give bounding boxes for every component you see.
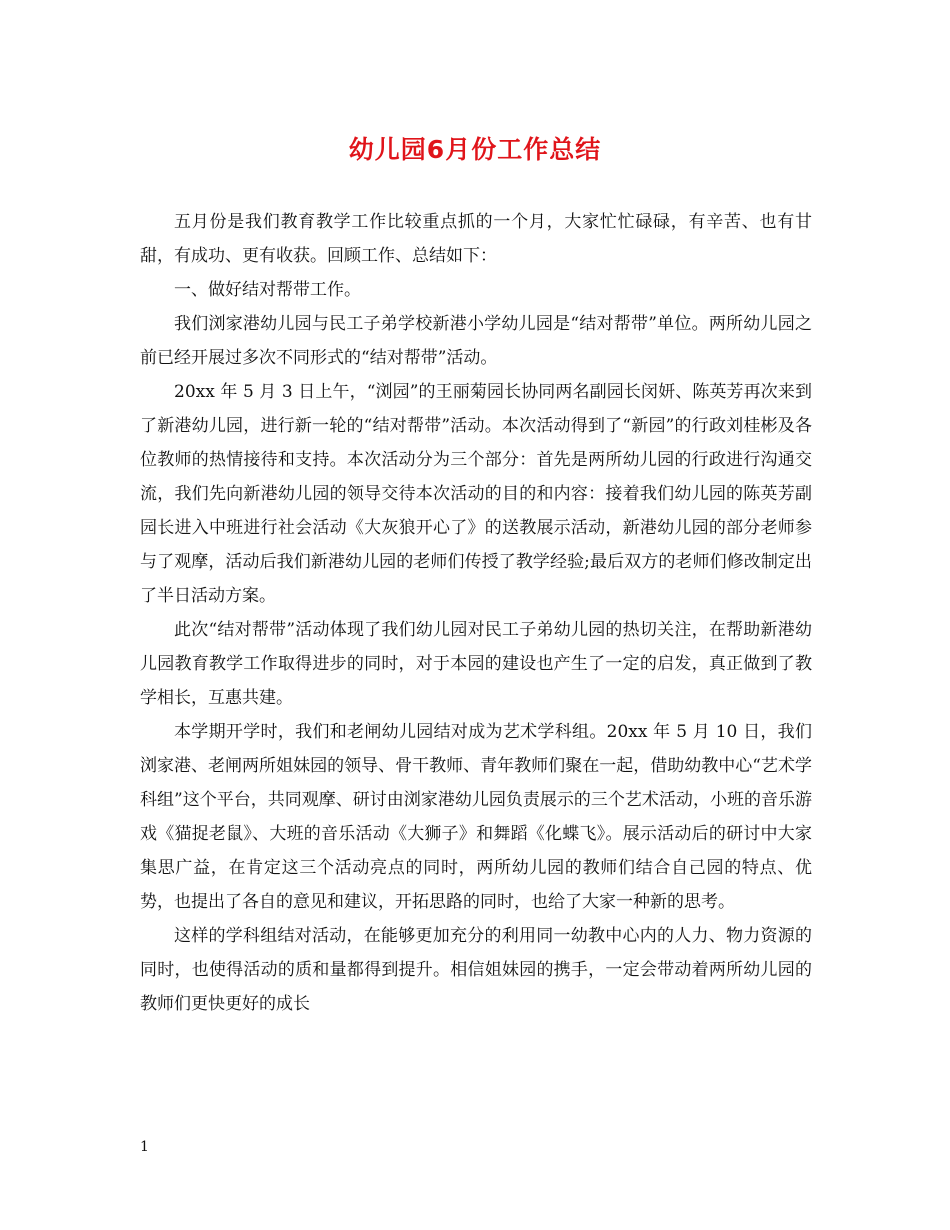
paragraph-art-group: 本学期开学时，我们和老闸幼儿园结对成为艺术学科组。20xx 年 5 月 10 日，我们浏家港、老闸两所姐妹园的领导、骨干教师、青年教师们聚在一起，借助幼教中心“艺术学科组”这个平台，共同观摩、研讨由浏家港幼儿园负责展示的三个艺术活动，小班的音乐游戏《猫捉老鼠》、大班的音乐活动《大狮子》和舞蹈《化蝶飞》。展示活动后的研讨中大家集思广益，在肯定这三个活动亮点的同时，两所幼儿园的教师们结合自己园的特点、优势，也提出了各自的意见和建议，开拓思路的同时，也给了大家一种新的思考。 (140, 722, 812, 912)
paragraph-pairing-units: 我们浏家港幼儿园与民工子弟学校新港小学幼儿园是“结对帮带”单位。两所幼儿园之前已经开展过多次不同形式的“结对帮带”活动。 (140, 314, 812, 368)
paragraph-intro: 五月份是我们教育教学工作比较重点抓的一个月，大家忙忙碌碌，有辛苦、也有甘甜，有成功、更有收获。回顾工作、总结如下： (140, 212, 812, 266)
paragraph-conclusion: 这样的学科组结对活动，在能够更加充分的利用同一幼教中心内的人力、物力资源的同时，也使得活动的质和量都得到提升。相信姐妹园的携手，一定会带动着两所幼儿园的教师们更快更好的成长 (140, 926, 812, 1014)
paragraph-may-3-activity: 20xx 年 5 月 3 日上午，“浏园”的王丽菊园长协同两名副园长闵妍、陈英芳再次来到了新港幼儿园，进行新一轮的“结对帮带”活动。本次活动得到了“新园”的行政刘桂彬及各位教师的热情接待和支持。本次活动分为三个部分：首先是两所幼儿园的行政进行沟通交流，我们先向新港幼儿园的领导交待本次活动的目的和内容：接着我们幼儿园的陈英芳副园长进入中班进行社会活动《大灰狼开心了》的送教展示活动，新港幼儿园的部分老师参与了观摩，活动后我们新港幼儿园的老师们传授了教学经验;最后双方的老师们修改制定出了半日活动方案。 (140, 382, 812, 606)
document-title: 幼儿园6月份工作总结 (348, 135, 602, 164)
paragraph-activity-result: 此次“结对帮带”活动体现了我们幼儿园对民工子弟幼儿园的热切关注，在帮助新港幼儿园教育教学工作取得进步的同时，对于本园的建设也产生了一定的启发，真正做到了教学相长，互惠共建。 (140, 620, 812, 708)
section-heading-pairing: 一、做好结对帮带工作。 (174, 280, 361, 300)
page-number: 1 (140, 1139, 149, 1155)
document-body (140, 205, 812, 1021)
